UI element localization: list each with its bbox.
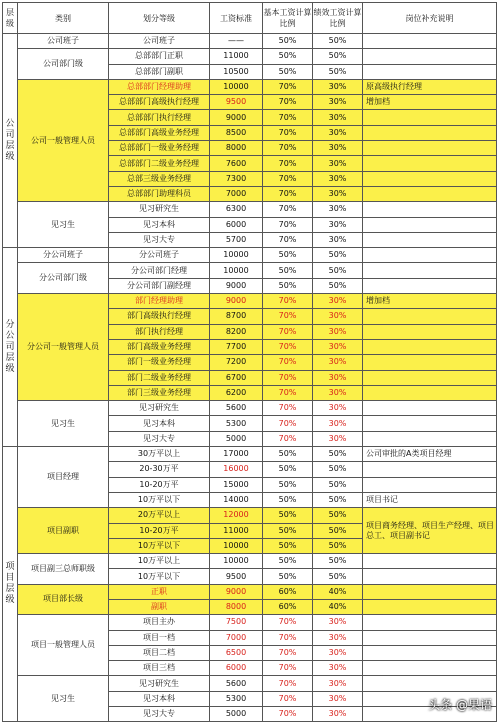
note-cell (363, 34, 497, 49)
note-cell (363, 645, 497, 660)
grade-cell: 项目三档 (109, 661, 210, 676)
note-cell (363, 676, 497, 691)
perf-ratio-cell: 50% (313, 64, 363, 79)
salary-cell: 14000 (210, 492, 263, 507)
perf-ratio-cell: 30% (313, 95, 363, 110)
basic-ratio-cell: 70% (263, 661, 313, 676)
salary-cell: 12000 (210, 508, 263, 523)
note-cell (363, 186, 497, 201)
note-cell (363, 416, 497, 431)
grade-cell: 总部部门高级执行经理 (109, 95, 210, 110)
perf-ratio-cell: 30% (313, 232, 363, 247)
perf-ratio-cell: 30% (313, 385, 363, 400)
grade-cell: 10-20万平 (109, 477, 210, 492)
perf-ratio-cell: 50% (313, 278, 363, 293)
table-row (3, 584, 497, 599)
salary-cell: 5600 (210, 401, 263, 416)
note-cell (363, 661, 497, 676)
note-cell (363, 554, 497, 569)
basic-ratio-cell: 70% (263, 707, 313, 722)
grade-cell: 总部部门副职 (109, 64, 210, 79)
table-row (3, 263, 497, 278)
note-cell (363, 49, 497, 64)
header-level: 层级 (3, 3, 18, 34)
perf-ratio-cell: 30% (313, 355, 363, 370)
salary-cell: 16000 (210, 462, 263, 477)
salary-cell: 10000 (210, 538, 263, 553)
category-cell: 项目副职 (18, 508, 109, 554)
table-row (3, 248, 497, 263)
basic-ratio-cell: 60% (263, 584, 313, 599)
table-row (3, 401, 497, 416)
table-row (3, 34, 497, 49)
basic-ratio-cell: 70% (263, 416, 313, 431)
grade-cell: 部门执行经理 (109, 324, 210, 339)
grade-cell: 10万平以下 (109, 538, 210, 553)
salary-cell: 7500 (210, 615, 263, 630)
perf-ratio-cell: 50% (313, 49, 363, 64)
salary-cell: 10000 (210, 554, 263, 569)
grade-cell: 项目主办 (109, 615, 210, 630)
note-cell: 项目书记 (363, 492, 497, 507)
salary-cell: 5000 (210, 707, 263, 722)
basic-ratio-cell: 50% (263, 508, 313, 523)
grade-cell: 见习研究生 (109, 401, 210, 416)
perf-ratio-cell: 40% (313, 599, 363, 614)
perf-ratio-cell: 40% (313, 584, 363, 599)
grade-cell: 部门高级执行经理 (109, 309, 210, 324)
note-cell (363, 278, 497, 293)
perf-ratio-cell: 50% (313, 248, 363, 263)
salary-cell: 10000 (210, 248, 263, 263)
level-cell: 项目层级 (3, 447, 18, 722)
perf-ratio-cell: 30% (313, 370, 363, 385)
basic-ratio-cell: 70% (263, 339, 313, 354)
grade-cell: 分公司部门经理 (109, 263, 210, 278)
basic-ratio-cell: 50% (263, 462, 313, 477)
basic-ratio-cell: 70% (263, 615, 313, 630)
salary-cell: 7200 (210, 355, 263, 370)
salary-cell: 9000 (210, 294, 263, 309)
grade-cell: 10万平以下 (109, 492, 210, 507)
note-cell (363, 156, 497, 171)
grade-cell: 30万平以上 (109, 447, 210, 462)
note-cell (363, 64, 497, 79)
grade-cell: 部门高级业务经理 (109, 339, 210, 354)
basic-ratio-cell: 70% (263, 630, 313, 645)
salary-cell: 9000 (210, 278, 263, 293)
salary-cell: 7300 (210, 171, 263, 186)
perf-ratio-cell: 30% (313, 691, 363, 706)
basic-ratio-cell: 50% (263, 523, 313, 538)
level-cell: 公司层级 (3, 34, 18, 248)
category-cell: 分公司一般管理人员 (18, 294, 109, 401)
salary-cell: 5600 (210, 676, 263, 691)
watermark: 头条 @果语 (428, 698, 492, 712)
grade-cell: 见习研究生 (109, 676, 210, 691)
header-grade: 划分等级 (109, 3, 210, 34)
perf-ratio-cell: 30% (313, 630, 363, 645)
perf-ratio-cell: 30% (313, 79, 363, 94)
table-row (3, 676, 497, 691)
perf-ratio-cell: 30% (313, 125, 363, 140)
perf-ratio-cell: 30% (313, 202, 363, 217)
salary-cell: 5300 (210, 691, 263, 706)
perf-ratio-cell: 30% (313, 309, 363, 324)
salary-cell: 15000 (210, 477, 263, 492)
basic-ratio-cell: 50% (263, 278, 313, 293)
category-cell: 分公司班子 (18, 248, 109, 263)
salary-cell: 6000 (210, 661, 263, 676)
category-cell: 见习生 (18, 676, 109, 722)
grade-cell: 部门经理助理 (109, 294, 210, 309)
basic-ratio-cell: 50% (263, 34, 313, 49)
salary-table (2, 2, 497, 722)
grade-cell: 见习本科 (109, 691, 210, 706)
basic-ratio-cell: 70% (263, 645, 313, 660)
basic-ratio-cell: 70% (263, 370, 313, 385)
category-cell: 项目副三总师职级 (18, 554, 109, 585)
perf-ratio-cell: 50% (313, 263, 363, 278)
salary-cell: 6700 (210, 370, 263, 385)
grade-cell: 部门三级业务经理 (109, 385, 210, 400)
note-cell (363, 217, 497, 232)
perf-ratio-cell: 50% (313, 492, 363, 507)
basic-ratio-cell: 70% (263, 79, 313, 94)
header-note: 岗位补充说明 (363, 3, 497, 34)
basic-ratio-cell: 50% (263, 64, 313, 79)
basic-ratio-cell: 50% (263, 49, 313, 64)
perf-ratio-cell: 30% (313, 186, 363, 201)
note-cell (363, 263, 497, 278)
grade-cell: 分公司班子 (109, 248, 210, 263)
table-row (3, 294, 497, 309)
note-cell (363, 309, 497, 324)
basic-ratio-cell: 70% (263, 186, 313, 201)
header-salary: 工资标准 (210, 3, 263, 34)
basic-ratio-cell: 50% (263, 248, 313, 263)
note-cell (363, 125, 497, 140)
salary-cell: 17000 (210, 447, 263, 462)
basic-ratio-cell: 50% (263, 447, 313, 462)
basic-ratio-cell: 50% (263, 554, 313, 569)
grade-cell: 总部部门经理助理 (109, 79, 210, 94)
grade-cell: 见习大专 (109, 431, 210, 446)
basic-ratio-cell: 70% (263, 95, 313, 110)
salary-cell: 9000 (210, 584, 263, 599)
perf-ratio-cell: 30% (313, 324, 363, 339)
perf-ratio-cell: 30% (313, 661, 363, 676)
note-cell (363, 630, 497, 645)
salary-cell: 6500 (210, 645, 263, 660)
perf-ratio-cell: 30% (313, 676, 363, 691)
grade-cell: 总部部门助理科员 (109, 186, 210, 201)
note-cell (363, 202, 497, 217)
perf-ratio-cell: 30% (313, 645, 363, 660)
note-cell: 公司审批的A类项目经理 (363, 447, 497, 462)
basic-ratio-cell: 70% (263, 431, 313, 446)
note-cell (363, 370, 497, 385)
perf-ratio-cell: 50% (313, 554, 363, 569)
perf-ratio-cell: 30% (313, 110, 363, 125)
salary-cell: 10500 (210, 64, 263, 79)
basic-ratio-cell: 50% (263, 263, 313, 278)
salary-cell: 10000 (210, 79, 263, 94)
salary-cell: 8700 (210, 309, 263, 324)
salary-cell: 7700 (210, 339, 263, 354)
perf-ratio-cell: 30% (313, 431, 363, 446)
basic-ratio-cell: 50% (263, 477, 313, 492)
perf-ratio-cell: 50% (313, 523, 363, 538)
note-cell (363, 171, 497, 186)
perf-ratio-cell: 30% (313, 294, 363, 309)
basic-ratio-cell: 70% (263, 171, 313, 186)
table-row (3, 202, 497, 217)
grade-cell: 总部三级业务经理 (109, 171, 210, 186)
salary-cell: 6300 (210, 202, 263, 217)
note-cell (363, 110, 497, 125)
header-row (3, 3, 497, 34)
note-cell (363, 477, 497, 492)
basic-ratio-cell: 50% (263, 569, 313, 584)
salary-cell: 5000 (210, 431, 263, 446)
grade-cell: 总部部门高级业务经理 (109, 125, 210, 140)
category-cell: 公司一般管理人员 (18, 79, 109, 201)
basic-ratio-cell: 70% (263, 125, 313, 140)
table-row (3, 508, 497, 523)
category-cell: 分公司部门级 (18, 263, 109, 294)
category-cell: 见习生 (18, 202, 109, 248)
note-cell (363, 431, 497, 446)
note-cell (363, 599, 497, 614)
note-cell (363, 569, 497, 584)
salary-cell: 8500 (210, 125, 263, 140)
basic-ratio-cell: 70% (263, 294, 313, 309)
table-row (3, 447, 497, 462)
basic-ratio-cell: 70% (263, 110, 313, 125)
salary-cell: 9500 (210, 95, 263, 110)
basic-ratio-cell: 70% (263, 309, 313, 324)
grade-cell: 总部部门正职 (109, 49, 210, 64)
header-category: 类别 (18, 3, 109, 34)
salary-cell: 9000 (210, 110, 263, 125)
table-row (3, 554, 497, 569)
salary-cell: 6200 (210, 385, 263, 400)
perf-ratio-cell: 30% (313, 401, 363, 416)
perf-ratio-cell: 50% (313, 34, 363, 49)
perf-ratio-cell: 30% (313, 339, 363, 354)
perf-ratio-cell: 30% (313, 416, 363, 431)
salary-cell: 9500 (210, 569, 263, 584)
table-row (3, 49, 497, 64)
note-cell (363, 385, 497, 400)
note-cell (363, 584, 497, 599)
note-cell (363, 324, 497, 339)
perf-ratio-cell: 50% (313, 447, 363, 462)
note-cell (363, 355, 497, 370)
perf-ratio-cell: 50% (313, 462, 363, 477)
grade-cell: 见习大专 (109, 707, 210, 722)
note-cell (363, 339, 497, 354)
note-cell: 增加档 (363, 294, 497, 309)
grade-cell: 总部部门二级业务经理 (109, 156, 210, 171)
grade-cell: 见习研究生 (109, 202, 210, 217)
grade-cell: 项目二档 (109, 645, 210, 660)
grade-cell: 总部部门执行经理 (109, 110, 210, 125)
basic-ratio-cell: 70% (263, 156, 313, 171)
note-cell (363, 615, 497, 630)
salary-cell: 8000 (210, 599, 263, 614)
salary-cell: 8000 (210, 141, 263, 156)
perf-ratio-cell: 30% (313, 707, 363, 722)
grade-cell: 见习本科 (109, 217, 210, 232)
grade-cell: 见习大专 (109, 232, 210, 247)
header-perf-ratio: 绩效工资计算比例 (313, 3, 363, 34)
note-cell (363, 232, 497, 247)
grade-cell: 20-30万平 (109, 462, 210, 477)
note-cell: 增加档 (363, 95, 497, 110)
basic-ratio-cell: 70% (263, 385, 313, 400)
grade-cell: 10万平以上 (109, 554, 210, 569)
salary-cell: 11000 (210, 523, 263, 538)
salary-cell: 7000 (210, 630, 263, 645)
grade-cell: 项目一档 (109, 630, 210, 645)
category-cell: 公司部门级 (18, 49, 109, 80)
category-cell: 项目一般管理人员 (18, 615, 109, 676)
basic-ratio-cell: 70% (263, 676, 313, 691)
basic-ratio-cell: 70% (263, 202, 313, 217)
salary-cell: 7000 (210, 186, 263, 201)
note-cell: 项目商务经理、项目生产经理、项目总工、项目副书记 (363, 508, 497, 554)
grade-cell: 公司班子 (109, 34, 210, 49)
perf-ratio-cell: 30% (313, 217, 363, 232)
perf-ratio-cell: 30% (313, 156, 363, 171)
basic-ratio-cell: 50% (263, 492, 313, 507)
perf-ratio-cell: 50% (313, 569, 363, 584)
basic-ratio-cell: 70% (263, 141, 313, 156)
note-cell (363, 141, 497, 156)
basic-ratio-cell: 60% (263, 599, 313, 614)
grade-cell: 副职 (109, 599, 210, 614)
table-row (3, 615, 497, 630)
salary-cell: 10000 (210, 263, 263, 278)
basic-ratio-cell: 50% (263, 538, 313, 553)
level-cell: 分公司层级 (3, 248, 18, 447)
note-cell: 原高级执行经理 (363, 79, 497, 94)
grade-cell: 10万平以下 (109, 569, 210, 584)
perf-ratio-cell: 30% (313, 141, 363, 156)
perf-ratio-cell: 50% (313, 538, 363, 553)
salary-cell: 6000 (210, 217, 263, 232)
category-cell: 项目部长级 (18, 584, 109, 615)
category-cell: 公司班子 (18, 34, 109, 49)
grade-cell: 分公司部门副经理 (109, 278, 210, 293)
salary-cell: 5300 (210, 416, 263, 431)
grade-cell: 部门一级业务经理 (109, 355, 210, 370)
basic-ratio-cell: 70% (263, 232, 313, 247)
basic-ratio-cell: 70% (263, 401, 313, 416)
note-cell (363, 401, 497, 416)
perf-ratio-cell: 30% (313, 171, 363, 186)
salary-cell: —— (210, 34, 263, 49)
salary-cell: 8200 (210, 324, 263, 339)
grade-cell: 总部部门一级业务经理 (109, 141, 210, 156)
perf-ratio-cell: 50% (313, 477, 363, 492)
salary-cell: 5700 (210, 232, 263, 247)
category-cell: 项目经理 (18, 447, 109, 508)
grade-cell: 见习本科 (109, 416, 210, 431)
salary-cell: 11000 (210, 49, 263, 64)
perf-ratio-cell: 50% (313, 508, 363, 523)
salary-cell: 7600 (210, 156, 263, 171)
basic-ratio-cell: 70% (263, 691, 313, 706)
basic-ratio-cell: 70% (263, 217, 313, 232)
grade-cell: 部门二级业务经理 (109, 370, 210, 385)
category-cell: 见习生 (18, 401, 109, 447)
header-basic-ratio: 基本工资计算比例 (263, 3, 313, 34)
perf-ratio-cell: 30% (313, 615, 363, 630)
grade-cell: 10-20万平 (109, 523, 210, 538)
note-cell (363, 462, 497, 477)
grade-cell: 20万平以上 (109, 508, 210, 523)
basic-ratio-cell: 70% (263, 355, 313, 370)
grade-cell: 正职 (109, 584, 210, 599)
note-cell (363, 248, 497, 263)
basic-ratio-cell: 70% (263, 324, 313, 339)
table-row (3, 79, 497, 94)
